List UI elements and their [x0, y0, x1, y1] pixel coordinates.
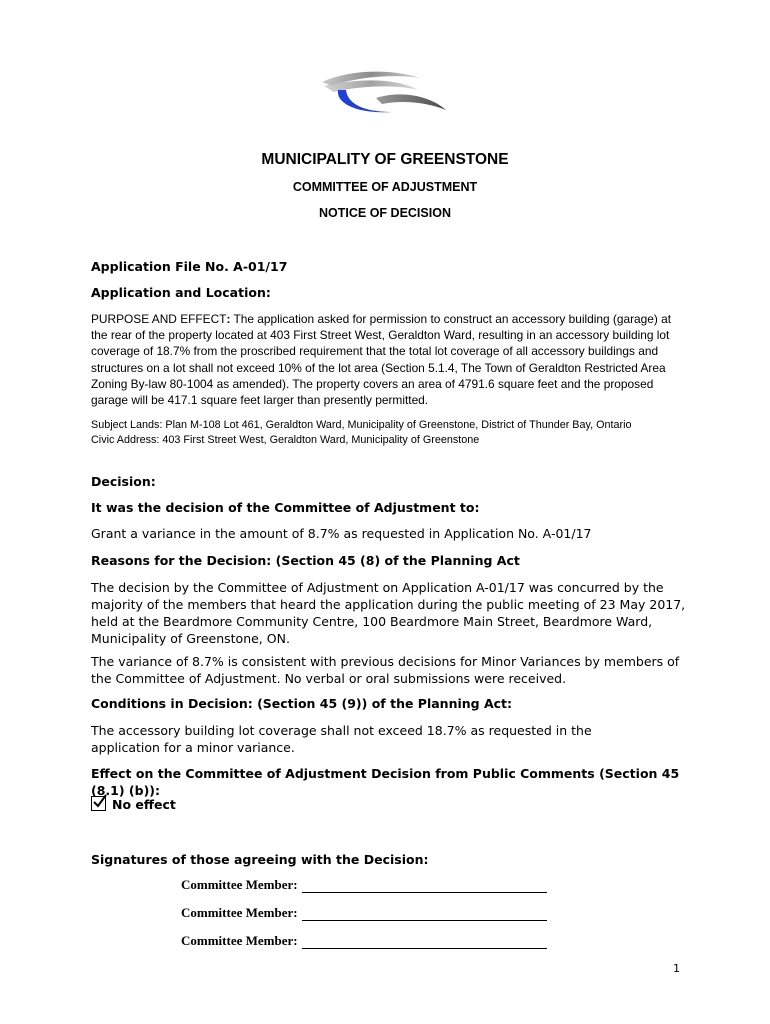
signature-row: [181, 877, 547, 893]
purpose-text: The application asked for permission to construct an accessory building (garage) at the rear of the property located at 403 First Street West, Geraldton Ward, resulting in an accessory building lot coverage of 18.7% from the proscribed requirement that the total lot coverage of all accessory buildings and structures on a lot shall not exceed 10% of the lot area (Section 5.1.4, The Town of Geraldton Restricted Area Zoning By-law 80-1004 as amended). The property covers an area of 4791.6 square feet and the proposed garage will be 417.1 square feet larger than presently permitted.: [91, 312, 672, 408]
signature-line[interactable]: [302, 935, 547, 949]
signature-row: [181, 905, 547, 921]
municipality-logo: [318, 68, 450, 118]
reasons-paragraph-1: The decision by the Committee of Adjustment on Application A-01/17 was concurred by the majority of the members that heard the application during the public meeting of 23 May 2017, held at the Beardmore Community Centre, 100 Beardmore Main Street, Beardmore Ward, Municipality of Greenstone, ON.: [91, 580, 686, 646]
signature-row: [181, 933, 547, 949]
purpose-and-effect: [91, 311, 683, 408]
civic-address: Civic Address: 403 First Street West, Geraldton Ward, Municipality of Greenstone: [91, 434, 480, 446]
subject-lands: Subject Lands: Plan M-108 Lot 461, Geraldton Ward, Municipality of Greenstone, District of Thunder Bay, Ontario: [91, 419, 632, 431]
application-file-number: Application File No. A-01/17: [91, 259, 288, 274]
effect-heading: Effect on the Committee of Adjustment Decision from Public Comments (Section 45 (8.1) (b)):: [91, 766, 680, 798]
effect-option: [91, 796, 689, 812]
signatures-heading: Signatures of those agreeing with the Decision:: [91, 852, 429, 867]
effect-option-label: No effect: [112, 797, 176, 812]
page-number: 1: [673, 962, 680, 975]
purpose-colon: :: [226, 312, 231, 326]
decision-intro: It was the decision of the Committee of Adjustment to:: [91, 500, 480, 515]
decision-heading: Decision:: [91, 474, 156, 489]
purpose-label: PURPOSE AND EFFECT: [91, 312, 227, 326]
signature-label: Committee Member:: [181, 877, 298, 892]
signature-label: Committee Member:: [181, 933, 298, 948]
conditions-heading: Conditions in Decision: (Section 45 (9)) of the Planning Act:: [91, 696, 513, 711]
municipality-title: MUNICIPALITY OF GREENSTONE: [261, 151, 509, 168]
conditions-text: The accessory building lot coverage shall not exceed 18.7% as requested in the application for a minor variance.: [91, 723, 592, 755]
signature-line[interactable]: [302, 907, 547, 921]
reasons-paragraph-2: The variance of 8.7% is consistent with previous decisions for Minor Variances by members of the Committee of Adjustment. No verbal or oral submissions were received.: [91, 654, 680, 686]
signature-label: Committee Member:: [181, 905, 298, 920]
application-location-heading: Application and Location:: [91, 285, 271, 300]
committee-title: COMMITTEE OF ADJUSTMENT: [292, 180, 478, 194]
checkbox-checked-icon: [91, 796, 106, 811]
decision-grant: Grant a variance in the amount of 8.7% as requested in Application No. A-01/17: [91, 526, 592, 541]
notice-title: NOTICE OF DECISION: [319, 206, 451, 220]
reasons-heading: Reasons for the Decision: (Section 45 (8) of the Planning Act: [91, 553, 520, 568]
signature-line[interactable]: [302, 879, 547, 893]
